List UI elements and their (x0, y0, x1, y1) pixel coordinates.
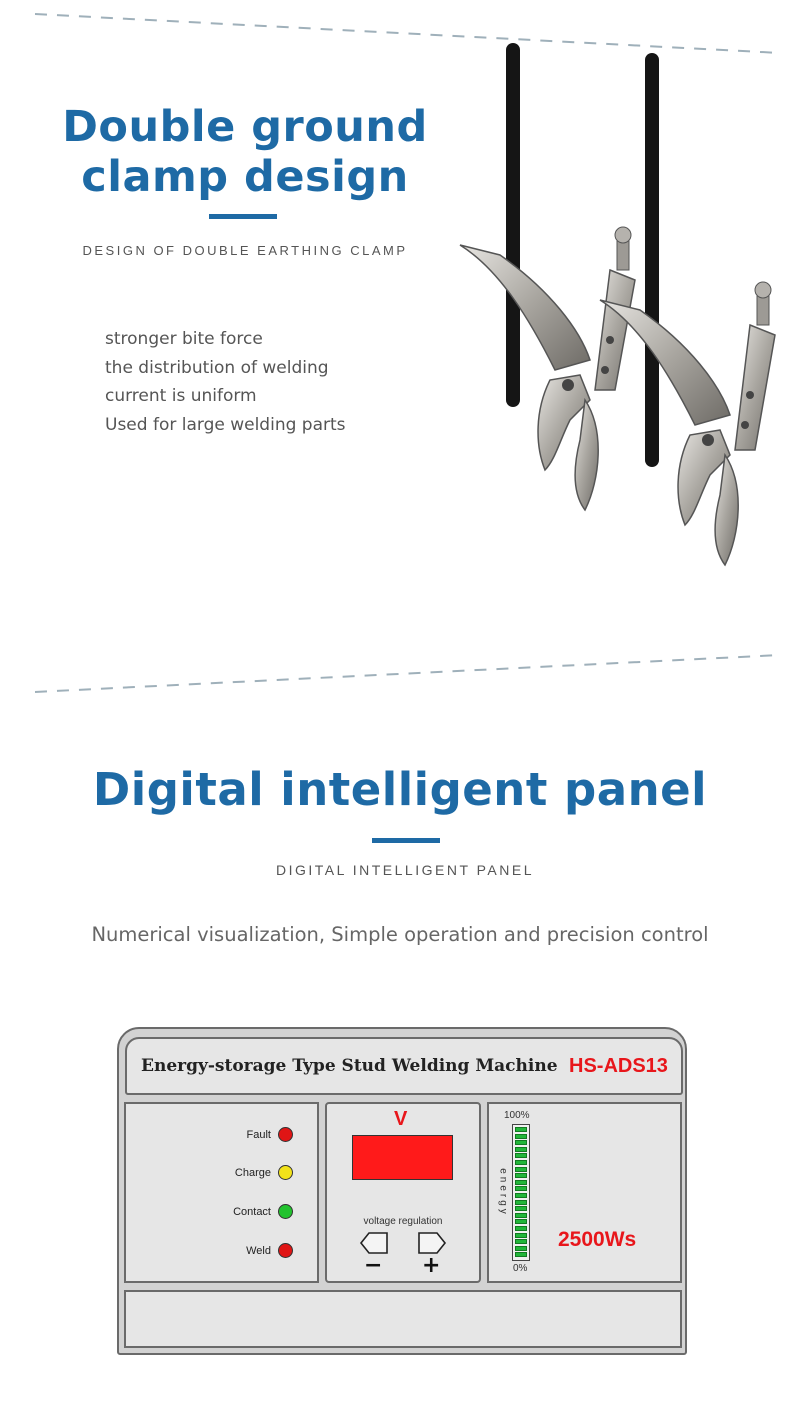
energy-bar-segment (515, 1173, 527, 1178)
energy-value: 2500Ws (558, 1228, 637, 1251)
voltage-up-icon (417, 1231, 447, 1255)
energy-bar-segment (515, 1193, 527, 1198)
energy-bar-segment (515, 1246, 527, 1251)
energy-min-label: 0% (513, 1263, 528, 1274)
ground-clamps-image (440, 40, 800, 580)
panel-bottom-box (124, 1290, 682, 1348)
energy-bar-segment (515, 1167, 527, 1172)
weld-indicator-light (278, 1243, 293, 1258)
voltage-down-icon (359, 1231, 389, 1255)
indicator-label-charge: Charge (234, 1167, 271, 1179)
indicator-label-fault: Fault (246, 1129, 271, 1141)
energy-bar-segment (515, 1252, 527, 1257)
energy-bar-segment (515, 1186, 527, 1191)
section2-accent-bar (372, 838, 440, 843)
indicator-label-weld: Weld (246, 1245, 271, 1257)
energy-bar-segment (515, 1233, 527, 1238)
voltage-display (352, 1135, 453, 1180)
model-number: HS-ADS13 (569, 1055, 668, 1077)
charge-indicator-light (278, 1165, 293, 1180)
section1-subtitle: DESIGN OF DOUBLE EARTHING CLAMP (82, 243, 408, 258)
energy-bar-segment (515, 1127, 527, 1132)
feature-item: Used for large welding parts (105, 415, 346, 435)
energy-bar-segment (515, 1153, 527, 1158)
section2-tagline: Numerical visualization, Simple operation and precision control (91, 923, 709, 946)
section2-subtitle: DIGITAL INTELLIGENT PANEL (275, 862, 535, 878)
section1-accent-bar (209, 214, 277, 219)
panel-header (125, 1037, 683, 1095)
energy-bar-segment (515, 1200, 527, 1205)
section1-title-line1: Double ground (62, 102, 428, 152)
energy-bar-segment (515, 1213, 527, 1218)
energy-bar-segment (515, 1239, 527, 1244)
energy-bar-segment (515, 1219, 527, 1224)
plus-label: + (422, 1253, 441, 1278)
feature-item: the distribution of welding (105, 358, 329, 378)
section1-title-line2: clamp design (81, 152, 409, 202)
energy-bar-segment (515, 1180, 527, 1185)
feature-item: current is uniform (105, 386, 257, 406)
energy-bar-segment (515, 1147, 527, 1152)
energy-max-label: 100% (504, 1110, 530, 1121)
feature-item: stronger bite force (105, 329, 263, 349)
energy-bar-segment (515, 1160, 527, 1165)
machine-name: Energy-storage Type Stud Welding Machine (141, 1056, 558, 1076)
section1-title (60, 102, 430, 202)
contact-indicator-light (278, 1204, 293, 1219)
voltage-unit-label: V (394, 1108, 408, 1130)
energy-bar-segment (515, 1140, 527, 1145)
energy-vertical-label: energy (497, 1168, 509, 1217)
voltage-regulation-label: voltage regulation (363, 1216, 443, 1227)
fault-indicator-light (278, 1127, 293, 1142)
energy-bar-segment (515, 1226, 527, 1231)
section2-title: Digital intelligent panel (92, 763, 708, 816)
minus-label: − (364, 1253, 383, 1278)
energy-bar-segment (515, 1206, 527, 1211)
indicator-label-contact: Contact (233, 1206, 271, 1218)
energy-bar-segment (515, 1134, 527, 1139)
